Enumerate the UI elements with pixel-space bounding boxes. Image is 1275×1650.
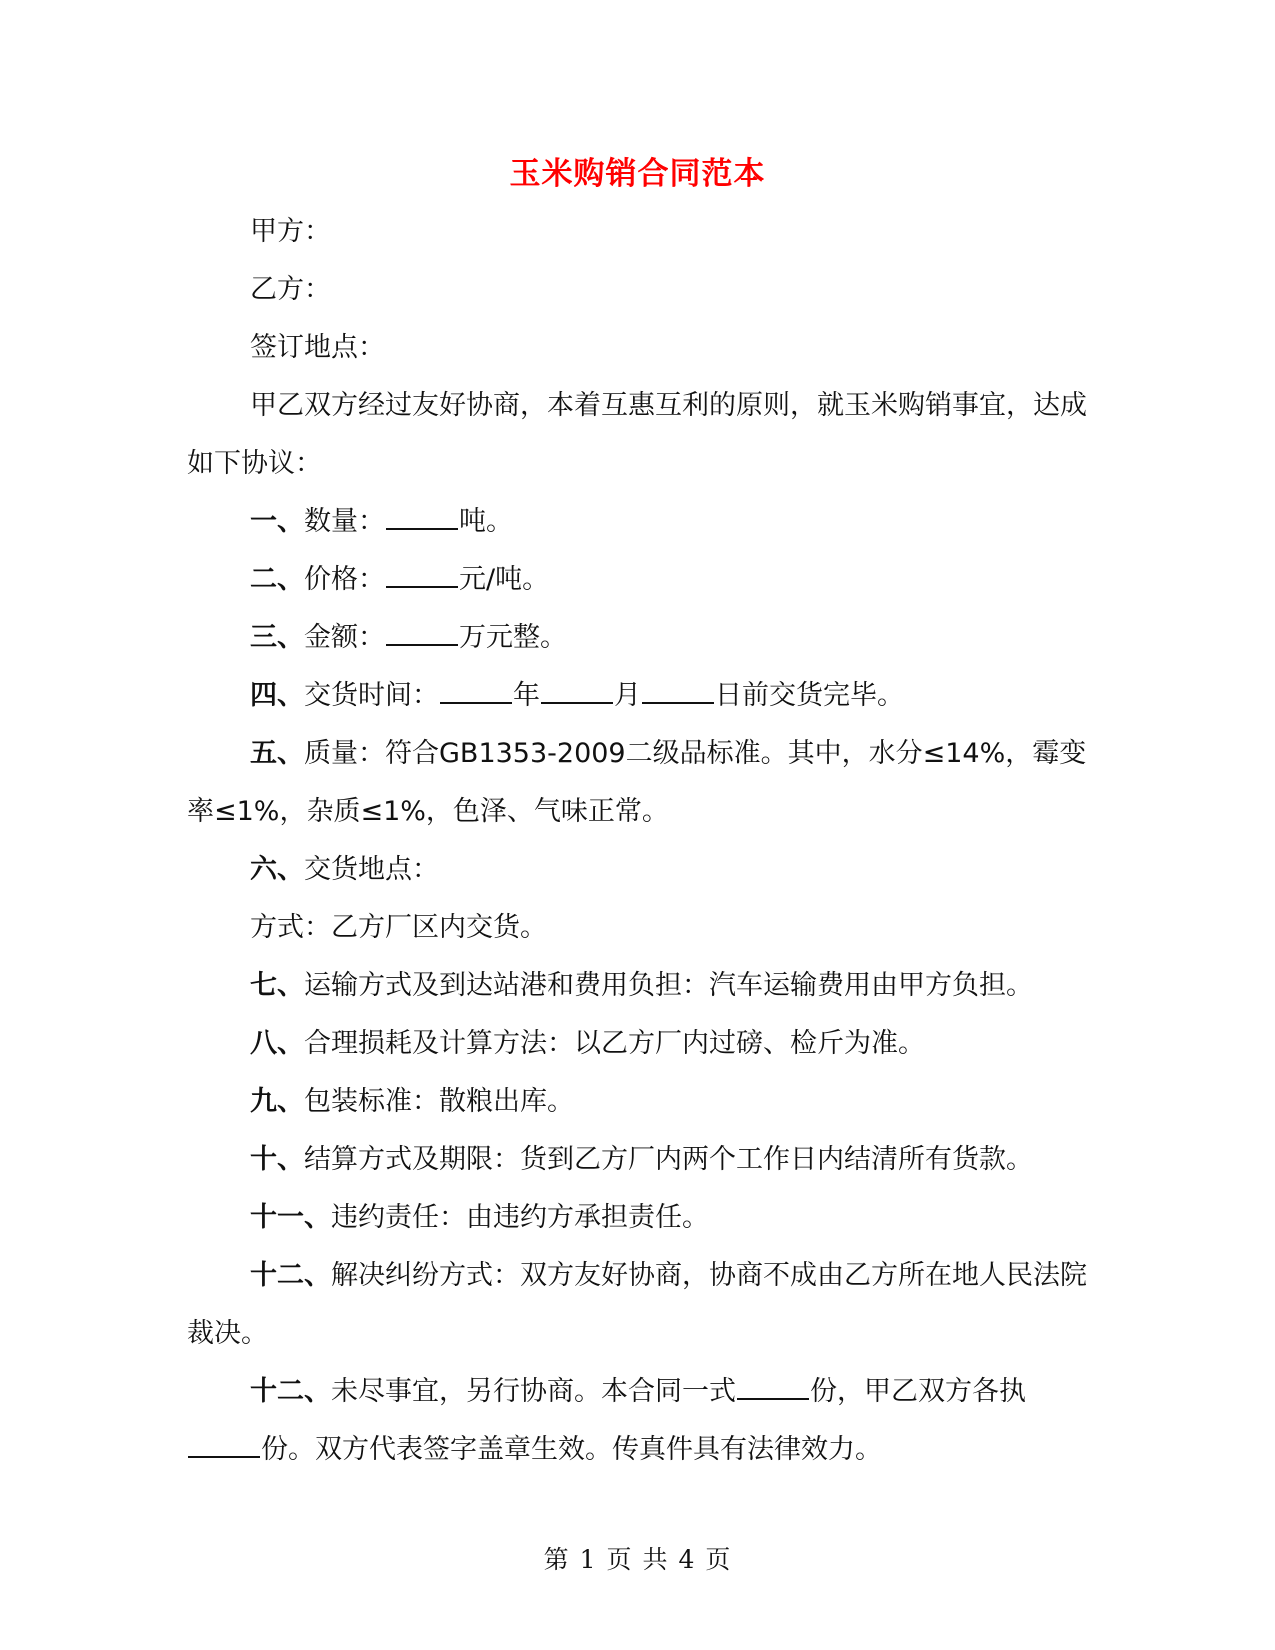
- clause-packaging: [187, 1073, 1087, 1131]
- clause-delivery-time: [187, 667, 1087, 725]
- clause-number: 三、: [250, 622, 304, 653]
- page-footer: [0, 1540, 1275, 1576]
- clause-label: 金额：: [304, 622, 385, 653]
- footer-ye2: 页: [705, 1545, 732, 1574]
- clause-label: 数量：: [304, 506, 385, 537]
- clause-quantity: [187, 493, 1087, 551]
- delivery-method-line: 方式：乙方厂区内交货。: [250, 912, 547, 943]
- clause-number: 十二、: [250, 1260, 331, 1291]
- clause-settlement: [187, 1131, 1087, 1189]
- clause-text: 质量：符合GB1353-2009二级品标准。其中，水分≤14%，霉变率≤1%，杂质≤1%，色泽、气味正常。: [187, 738, 1087, 827]
- clause-text: 结算方式及期限：货到乙方厂内两个工作日内结清所有货款。: [304, 1144, 1033, 1175]
- clause-amount: [187, 609, 1087, 667]
- month-label: 月: [614, 680, 641, 711]
- footer-di: 第: [543, 1545, 570, 1574]
- intro-paragraph: 甲乙双方经过友好协商，本着互惠互利的原则，就玉米购销事宜，达成如下协议：: [187, 390, 1087, 479]
- clause-number: 七、: [250, 970, 304, 1001]
- clause-number: 一、: [250, 506, 304, 537]
- clause-number: 十一、: [250, 1202, 331, 1233]
- clause-breach: [187, 1189, 1087, 1247]
- clause-delivery-place: [187, 841, 1087, 899]
- blank-field: [386, 562, 458, 588]
- blank-field: [386, 504, 458, 530]
- clause-unit: 日前交货完毕。: [715, 680, 904, 711]
- clause-unit: 万元整。: [459, 622, 567, 653]
- blank-field: [188, 1432, 260, 1458]
- document-title: 玉米购销合同范本: [509, 156, 766, 192]
- clause-label: 价格：: [304, 564, 385, 595]
- clause-transport: [187, 957, 1087, 1015]
- clause-number: 四、: [250, 680, 304, 711]
- clause-text: 解决纠纷方式：双方友好协商，协商不成由乙方所在地人民法院裁决。: [187, 1260, 1087, 1349]
- blank-field: [440, 678, 512, 704]
- total-pages: 4: [678, 1545, 696, 1574]
- clause-price: [187, 551, 1087, 609]
- clause-text: 运输方式及到达站港和费用负担：汽车运输费用由甲方负担。: [304, 970, 1033, 1001]
- clause-number: 五、: [250, 738, 304, 769]
- page-number: 1: [579, 1545, 597, 1574]
- clause-number: 十二、: [250, 1376, 331, 1407]
- clause-text: 份，甲乙双方各执: [810, 1376, 1026, 1407]
- clause-text: 合理损耗及计算方法：以乙方厂内过磅、检斤为准。: [304, 1028, 925, 1059]
- clause-loss: [187, 1015, 1087, 1073]
- clause-text: 包装标准：散粮出库。: [304, 1086, 574, 1117]
- blank-field: [541, 678, 613, 704]
- clause-text: 违约责任：由违约方承担责任。: [331, 1202, 709, 1233]
- clause-number: 六、: [250, 854, 304, 885]
- clause-quality: [187, 725, 1087, 841]
- document-body: [187, 203, 1087, 1479]
- footer-ye: 页: [606, 1545, 633, 1574]
- clause-unit: 吨。: [459, 506, 513, 537]
- clause-number: 八、: [250, 1028, 304, 1059]
- clause-text: 份。双方代表签字盖章生效。传真件具有法律效力。: [261, 1434, 882, 1465]
- party-a-line: 甲方：: [250, 216, 331, 247]
- blank-field: [642, 678, 714, 704]
- blank-field: [737, 1374, 809, 1400]
- clause-text: 未尽事宜，另行协商。本合同一式: [331, 1376, 736, 1407]
- clause-dispute: [187, 1247, 1087, 1363]
- clause-misc: [187, 1363, 1087, 1479]
- clause-label: 交货时间：: [304, 680, 439, 711]
- sign-place-line: 签订地点：: [250, 332, 385, 363]
- clause-number: 九、: [250, 1086, 304, 1117]
- clause-text: 交货地点：: [304, 854, 439, 885]
- clause-number: 十、: [250, 1144, 304, 1175]
- party-b-line: 乙方：: [250, 274, 331, 305]
- blank-field: [386, 620, 458, 646]
- footer-gong: 共: [642, 1545, 669, 1574]
- clause-number: 二、: [250, 564, 304, 595]
- year-label: 年: [513, 680, 540, 711]
- clause-unit: 元/吨。: [459, 564, 550, 595]
